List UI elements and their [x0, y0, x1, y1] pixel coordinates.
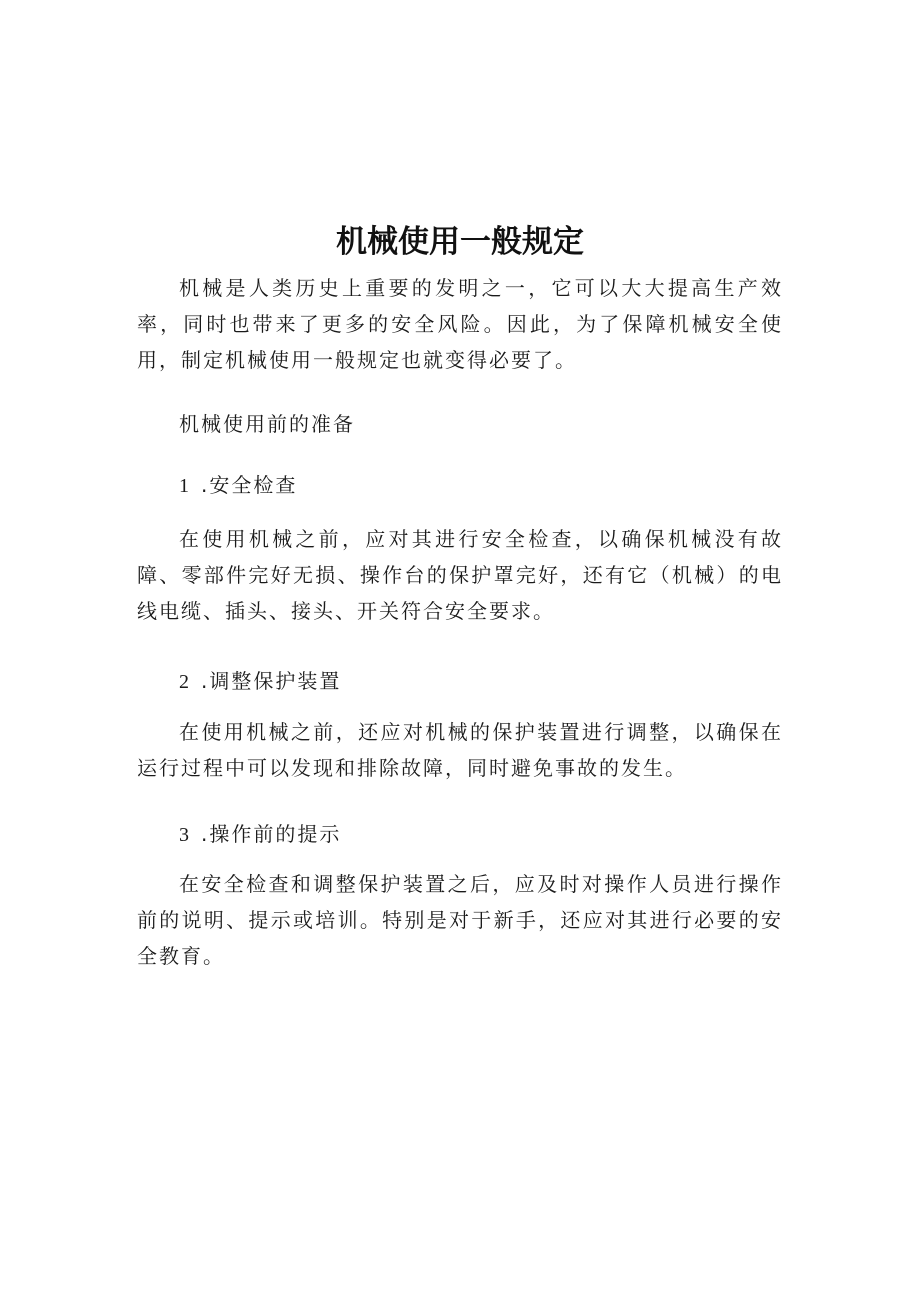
item-number: 1 [179, 475, 191, 497]
item-number: 2 [179, 671, 191, 693]
item-title: .调整保护装置 [201, 669, 342, 693]
document-title: 机械使用一般规定 [336, 224, 584, 260]
section-heading: 机械使用前的准备 [179, 412, 355, 436]
item-number: 3 [179, 824, 191, 846]
item-title: .操作前的提示 [201, 822, 342, 846]
item-heading-1 [179, 467, 297, 504]
item-heading-2 [179, 663, 341, 700]
item-body-1: 在使用机械之前，应对其进行安全检查，以确保机械没有故障、零部件完好无损、操作台的保护罩完好，还有它（机械）的电线电缆、插头、接头、开关符合安全要求。 [137, 527, 783, 623]
item-title: .安全检查 [201, 473, 298, 497]
item-heading-3 [179, 816, 341, 853]
item-body-3: 在安全检查和调整保护装置之后，应及时对操作人员进行操作前的说明、提示或培训。特别是对于新手，还应对其进行必要的安全教育。 [137, 872, 783, 968]
intro-paragraph: 机械是人类历史上重要的发明之一，它可以大大提高生产效率，同时也带来了更多的安全风险。因此，为了保障机械安全使用，制定机械使用一般规定也就变得必要了。 [137, 276, 783, 372]
item-body-2: 在使用机械之前，还应对机械的保护装置进行调整，以确保在运行过程中可以发现和排除故障，同时避免事故的发生。 [137, 720, 783, 780]
